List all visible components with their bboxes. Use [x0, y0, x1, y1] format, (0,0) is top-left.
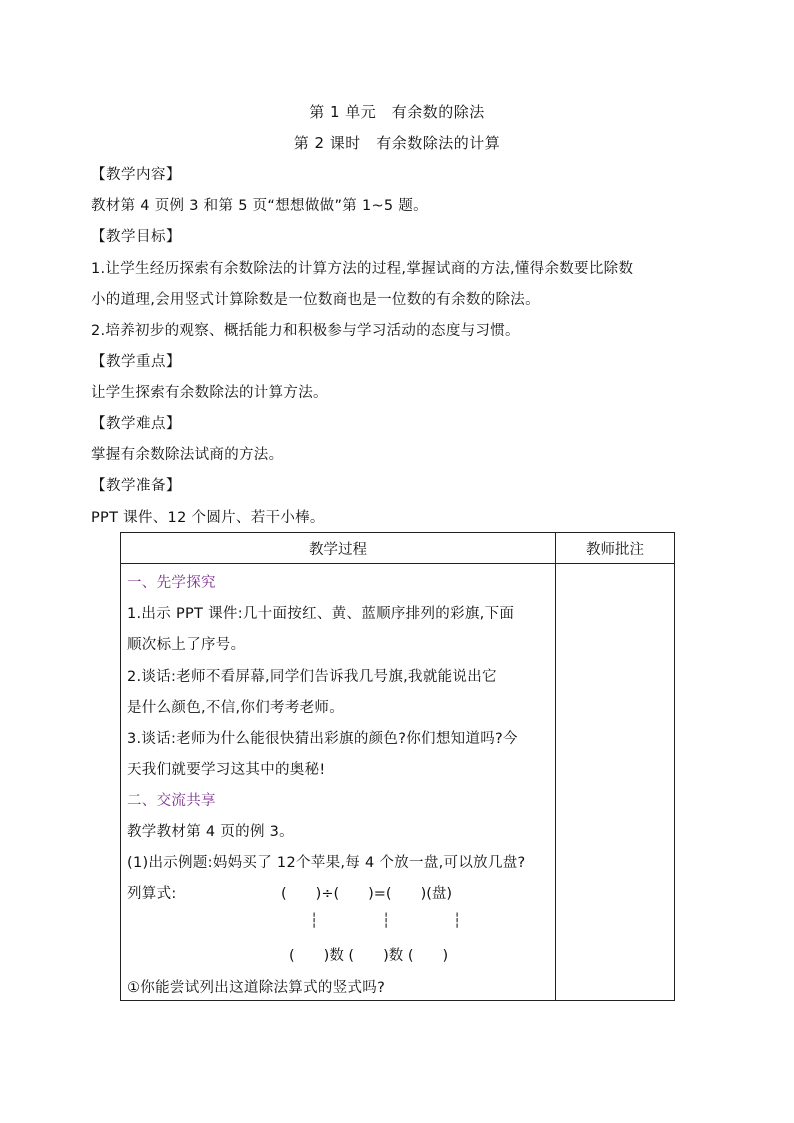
step-2a: 2.谈话:老师不看屏幕,同学们告诉我几号旗,我就能说出它	[127, 669, 497, 685]
dash-connector-3: ┆	[453, 913, 462, 929]
page-title: 第 1 单元 有余数的除法	[309, 103, 485, 121]
goals-heading: 【教学目标】	[91, 229, 181, 245]
lesson-title: 第 2 课时 有余数除法的计算	[293, 134, 501, 152]
formula-blanks: ( )÷( )=( )(盘)	[281, 886, 453, 902]
formula-term-labels: ( )数 ( )数 ( )	[289, 948, 449, 964]
step-3b: 天我们就要学习这其中的奥秘!	[127, 762, 326, 778]
prep-text: PPT 课件、12 个圆片、若干小棒。	[91, 510, 325, 526]
content-text: 教材第 4 页例 3 和第 5 页“想想做做”第 1~5 题。	[91, 198, 428, 214]
step-1a: 1.出示 PPT 课件:几十面按红、黄、蓝顺序排列的彩旗,下面	[127, 606, 515, 622]
difficulty-text: 掌握有余数除法试商的方法。	[91, 447, 284, 463]
header-notes: 教师批注	[556, 533, 675, 564]
vertical-form-question: ①你能尝试列出这道除法算式的竖式吗?	[127, 980, 386, 996]
example-question: (1)出示例题:妈妈买了 12个苹果,每 4 个放一盘,可以放几盘?	[127, 855, 526, 871]
dash-connector-1: ┆	[310, 913, 319, 929]
step-1b: 顺次标上了序号。	[127, 637, 246, 653]
notes-cell	[556, 564, 675, 1001]
step-2b: 是什么颜色,不信,你们考考老师。	[127, 700, 345, 716]
header-process: 教学过程	[121, 533, 556, 564]
goal-2: 2.培养初步的观察、概括能力和积极参与学习活动的态度与习惯。	[91, 323, 520, 339]
key-heading: 【教学重点】	[91, 354, 181, 370]
section-heading-1: 一、先学探究	[127, 575, 216, 591]
step-3a: 3.谈话:老师为什么能很快猜出彩旗的颜色?你们想知道吗?今	[127, 731, 518, 747]
prep-heading: 【教学准备】	[91, 478, 181, 494]
example-intro: 教学教材第 4 页的例 3。	[127, 824, 294, 840]
goal-1a: 1.让学生经历探索有余数除法的计算方法的过程,掌握试商的方法,懂得余数要比除数	[91, 261, 634, 277]
difficulty-heading: 【教学难点】	[91, 416, 181, 432]
section-heading-2: 二、交流共享	[127, 793, 216, 809]
goal-1b: 小的道理,会用竖式计算除数是一位数商也是一位数的有余数的除法。	[91, 292, 540, 308]
content-heading: 【教学内容】	[91, 167, 181, 183]
process-cell	[121, 564, 556, 1001]
key-text: 让学生探索有余数除法的计算方法。	[91, 385, 328, 401]
teaching-process-table	[120, 532, 675, 1001]
dash-connector-2: ┆	[382, 913, 391, 929]
formula-label: 列算式:	[127, 886, 177, 902]
